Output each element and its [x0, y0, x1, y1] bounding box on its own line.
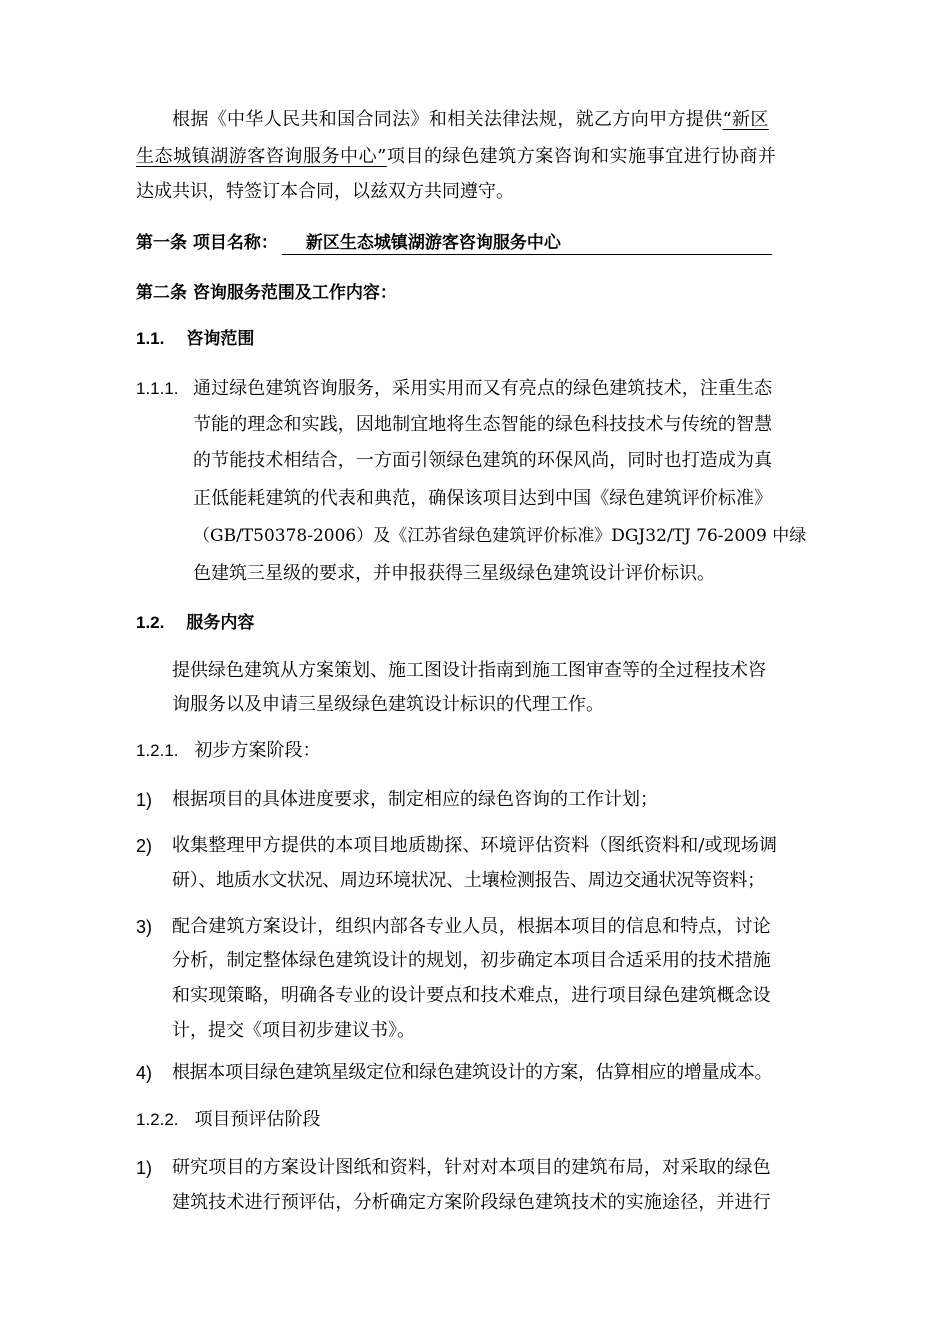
section-1-1-1-line: 的节能技术相结合，一方面引领绿色建筑的环保风尚，同时也打造成为真: [193, 450, 773, 471]
list-item-number: 2): [136, 836, 153, 856]
list-item-number: 4): [136, 1063, 153, 1083]
section-1-2-text: 询服务以及申请三星级绿色建筑设计标识的代理工作。: [172, 694, 604, 715]
section-1-1-1-line: 正低能耗建筑的代表和典范，确保该项目达到中国《绿色建筑评价标准》: [193, 488, 773, 509]
section-1-1-1-line: （GB/T50378-2006）及《江苏省绿色建筑评价标准》DGJ32/TJ 76-2009 中绿: [193, 526, 807, 546]
list-item-number: 3): [136, 917, 153, 937]
list-item-number: 1): [136, 1158, 153, 1178]
project-name-quote-start: “新区: [722, 109, 769, 130]
section-1-2-1-heading: 1.2.1. 初步方案阶段：: [136, 740, 321, 761]
list-item-line: 根据本项目绿色建筑星级定位和绿色建筑设计的方案，估算相应的增量成本。: [172, 1062, 773, 1083]
list-item-line: 计，提交《项目初步建议书》。: [172, 1020, 415, 1041]
section-1-2-text: 提供绿色建筑从方案策划、施工图设计指南到施工图审查等的全过程技术咨: [172, 660, 766, 681]
list-item-number: 1): [136, 790, 153, 810]
section-1-1-1-line: 色建筑三星级的要求，并申报获得三星级绿色建筑设计评价标识。: [193, 563, 715, 584]
project-name-value: 新区生态城镇湖游客咨询服务中心: [305, 233, 561, 253]
list-item-line: 收集整理甲方提供的本项目地质勘探、环境评估资料（图纸资料和/或现场调: [172, 835, 778, 856]
section-1-1-1-number: 1.1.1.: [136, 379, 179, 398]
list-item-line: 建筑技术进行预评估，分析确定方案阶段绿色建筑技术的实施途径，并进行: [172, 1192, 771, 1213]
article-1-project-name: 第一条 项目名称： 新区生态城镇湖游客咨询服务中心: [136, 232, 772, 255]
list-item-line: 分析，制定整体绿色建筑设计的规划，初步确定本项目合适采用的技术措施: [172, 950, 771, 971]
article-2-heading: 第二条 咨询服务范围及工作内容：: [136, 283, 397, 303]
list-item-line: 配合建筑方案设计，组织内部各专业人员，根据本项目的信息和特点，讨论: [172, 916, 771, 937]
list-item-line: 研究项目的方案设计图纸和资料，针对对本项目的建筑布局，对采取的绿色: [172, 1157, 771, 1178]
section-1-2-heading: 1.2. 服务内容: [136, 613, 255, 633]
list-item-line: 研）、地质水文状况、周边环境状况、土壤检测报告、周边交通状况等资料；: [172, 870, 765, 891]
intro-line-2: 生态城镇湖游客咨询服务中心”项目的绿色建筑方案咨询和实施事宜进行协商并: [136, 146, 777, 167]
section-1-1-heading: 1.1. 咨询范围: [136, 329, 255, 349]
intro-line-1: 根据《中华人民共和国合同法》和相关法律法规，就乙方向甲方提供“新区: [172, 109, 769, 130]
list-item-line: 根据项目的具体进度要求，制定相应的绿色咨询的工作计划；: [172, 789, 658, 810]
project-name-quote-end: 生态城镇湖游客咨询服务中心”: [136, 146, 387, 167]
list-item-line: 和实现策略，明确各专业的设计要点和技术难点，进行项目绿色建筑概念设: [172, 985, 771, 1006]
section-1-2-2-heading: 1.2.2. 项目预评估阶段: [136, 1109, 321, 1130]
section-1-1-1-line: 节能的理念和实践，因地制宜地将生态智能的绿色科技技术与传统的智慧: [193, 414, 773, 435]
intro-line-3: 达成共识，特签订本合同，以兹双方共同遵守。: [136, 181, 514, 202]
section-1-1-1-line: 通过绿色建筑咨询服务，采用实用而又有亮点的绿色建筑技术，注重生态: [193, 378, 773, 399]
